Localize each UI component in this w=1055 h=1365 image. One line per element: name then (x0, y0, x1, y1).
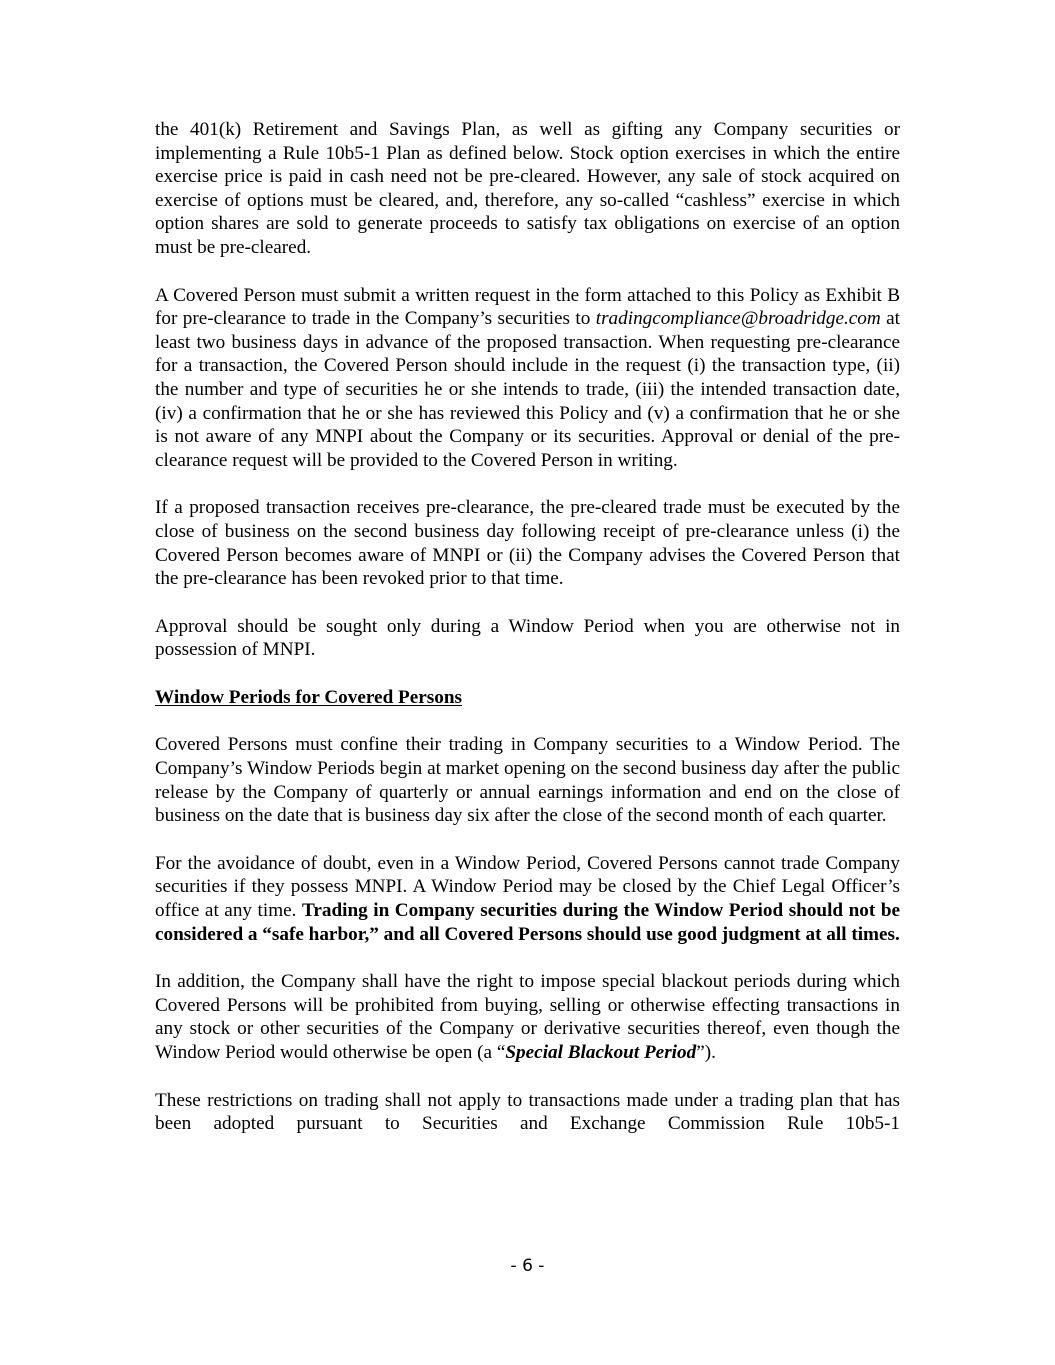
request-text-end: at least two business days in advance of the proposed transaction. When requesting pre-clearance for a transaction, the Covered Person should include in the request (i) the transaction type, (ii) the number and type of securities he or she intends to trade, (iii) the intended transaction date, (iv) a confirmation that he or she has reviewed this Policy and (v) a confirmation that he or she is not aware of any MNPI about the Company or its securities. Approval or denial of the pre- clearance request will be provided to the Covered Person in writing. (155, 308, 901, 471)
paragraph-avoidance-of-doubt (155, 852, 900, 946)
paragraph-special-blackout (155, 970, 900, 1064)
paragraph-trading-plan-exception: These restrictions on trading shall not apply to transactions made under a trading plan that has been adopted pursuant to Securities and Exchange Commission Rule 10b5-1 (155, 1089, 900, 1135)
paragraph-preclearance-request (155, 284, 900, 473)
section-heading-window-periods: Window Periods for Covered Persons (155, 686, 462, 708)
paragraph-window-periods: Covered Persons must confine their trading in Company securities to a Window Period. The Company’s Window Periods begin at market opening on the second business day after the public release by the Company of quarterly or annual earnings information and end on the close of business on the date that is business day six after the close of the second month of each quarter. (155, 734, 900, 827)
blackout-text-end: ”). (696, 1042, 716, 1063)
document-body (155, 118, 900, 1160)
compliance-email-link[interactable]: tradingcompliance@broadridge.com (595, 308, 881, 330)
avoidance-text: For the avoidance of doubt, even in a Window Period, Covered Persons cannot trade Company securities if they possess MNPI. A Window Period may be closed by the Chief Legal Officer’s office at any time. (155, 852, 900, 922)
paragraph-preclearance-scope: the 401(k) Retirement and Savings Plan, as well as gifting any Company securities or implementing a Rule 10b5-1 Plan as defined below. Stock option exercises in which the entire exercise price is paid in cash need not be pre-cleared. However, any sale of stock acquired on exercise of options must be cleared, and, therefore, any so-called “cashless” exercise in which option shares are sold to generate proceeds to satisfy tax obligations on exercise of an option must be pre-cleared. (155, 119, 900, 258)
blackout-text-start: In addition, the Company shall have the right to impose special blackout periods during which Covered Persons will be prohibited from buying, selling or otherwise effecting transactions in any stock or other securities of the Company or derivative securities thereof, even though the Window Period would otherwise be open (a “ (155, 971, 900, 1063)
safe-harbor-warning: Trading in Company securities during the Window Period should not be considered a “safe harbor,” and all Covered Persons should use good judgment at all times. (155, 900, 901, 945)
special-blackout-term: Special Blackout Period (505, 1042, 697, 1063)
request-text-start: A Covered Person must submit a written request in the form attached to this Policy as Exhibit B for pre-clearance to trade in the Company’s securities to (155, 284, 900, 330)
paragraph-preclearance-execution: If a proposed transaction receives pre-clearance, the pre-cleared trade must be executed by the close of business on the second business day following receipt of pre-clearance unless (i) the Covered Person becomes aware of MNPI or (ii) the Company advises the Covered Person that the pre-clearance has been revoked prior to that time. (155, 497, 900, 590)
page-number: - 6 - (510, 1256, 545, 1276)
paragraph-approval-timing: Approval should be sought only during a Window Period when you are otherwise not in possession of MNPI. (155, 615, 900, 661)
